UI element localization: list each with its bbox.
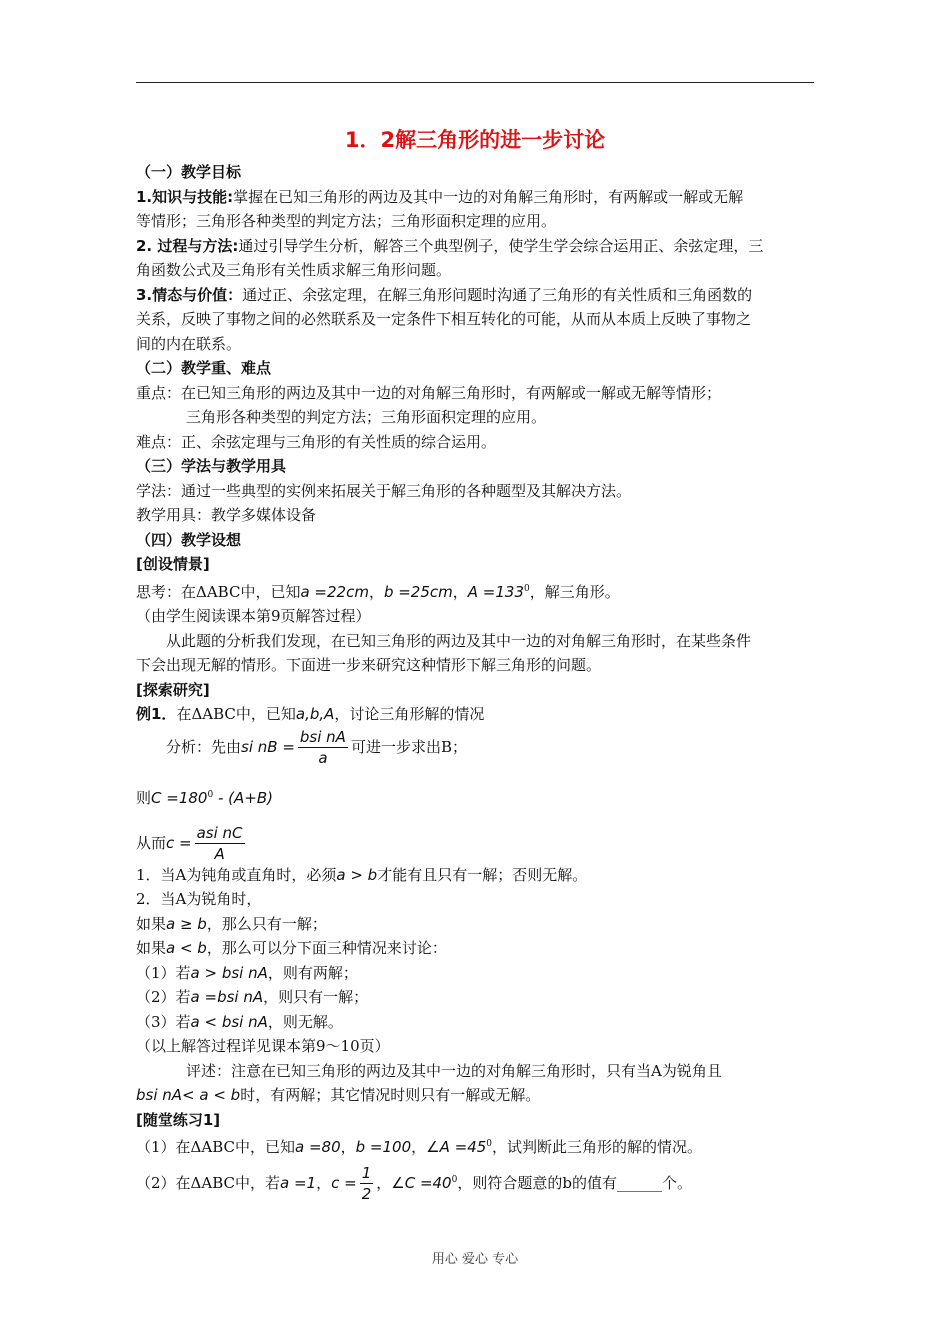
subcase-3-line [136, 1010, 814, 1035]
thus-fraction [195, 823, 245, 864]
example-vars: a,b,A [295, 705, 335, 723]
case-2a-text: 如果 [136, 914, 167, 933]
fraction-denominator: A [214, 845, 225, 863]
think-text: 思考：在ΔABC中，已知 [136, 582, 301, 601]
case-2b-math: a < b [166, 939, 207, 957]
explore-heading: [探索研究] [136, 680, 210, 699]
practice-2-line: （2）在ΔABC中，若a =1，c = $\frac{1}{2}$ ，∠C $=40^0$，则符合题意的b的值有______个。 [136, 1164, 692, 1203]
fraction-denominator: a [318, 749, 328, 767]
subcase-2-line [136, 985, 814, 1010]
page-title: 1．2解三角形的进一步讨论 [344, 128, 606, 152]
practice-2-tail: ，则符合题意的b的值有______个。 [457, 1173, 692, 1192]
document-body [136, 120, 814, 1203]
practice-1-text: （1）在ΔABC中，已知 [136, 1138, 295, 1156]
review-tail: 时，有两解；其它情况时则只有一解或无解。 [240, 1086, 541, 1104]
practice-1-angle: ∠A =45 [426, 1138, 487, 1156]
case-1-text: 1．当A为钝角或直角时，必须 [136, 865, 337, 884]
goal-1-text: 掌握在已知三角形的两边及其中一边的对角解三角形时，有两解或一解或无解 [233, 187, 744, 206]
goal-2-line-1 [136, 234, 814, 259]
case-2b-text: 如果 [136, 939, 167, 957]
difficulty-line: 难点：正、余弦定理与三角形的有关性质的综合运用。 [136, 432, 497, 451]
goal-2-line-2: 角函数公式及三角形有关性质求解三角形问题。 [136, 261, 452, 279]
practice-2-text: （2）在ΔABC中，若 [136, 1173, 280, 1192]
example-tail: ，讨论三角形解的情况 [334, 705, 485, 723]
fraction-denominator: 2 [361, 1185, 372, 1203]
goal-2-label: 2. 过程与方法: [136, 236, 239, 255]
practice-2-fraction [360, 1163, 374, 1204]
note-line-2: （以上解答过程详见课本第9～10页） [136, 1037, 390, 1055]
review-line-2 [136, 1083, 814, 1108]
case-1-tail: 才能有且只有一解；否则无解。 [377, 865, 588, 884]
subcase-1-line [136, 961, 814, 986]
subcase-3-tail: ，则无解。 [267, 1012, 343, 1031]
case-2a-math: a ≥ b [166, 914, 207, 933]
subcase-3-text: （3）若 [136, 1012, 191, 1031]
keypoint-line-2: 三角形各种类型的判定方法；三角形面积定理的应用。 [186, 408, 547, 426]
goal-1-label: 1.知识与技能: [136, 187, 234, 206]
review-line-1: 评述：注意在已知三角形的两边及其中一边的对角解三角形时，只有当A为锐角且 [186, 1061, 722, 1080]
goal-3-label: 3.情态与价值： [136, 285, 243, 304]
methods-line-2: 教学用具：教学多媒体设备 [136, 506, 317, 524]
degree-sup: 0 [486, 1139, 493, 1149]
fraction-numerator: asi nC [196, 824, 243, 842]
case-1-math: a > b [336, 865, 378, 884]
section-heading-keypoints: （二）教学重、难点 [136, 359, 272, 377]
analysis-text: 分析：先由 [166, 737, 242, 756]
goal-3-text: 通过正、余弦定理，在解三角形问题时沟通了三角形的有关性质和三角函数的 [242, 285, 753, 304]
goal-3-line-3: 间的内在联系。 [136, 334, 242, 353]
practice-1-tail: ，试判断此三角形的解的情况。 [492, 1138, 703, 1156]
practice-2-c: c = [331, 1173, 357, 1192]
para-line-2: 下会出现无解的情形。下面进一步来研究这种情形下解三角形的问题。 [136, 656, 602, 674]
then-label: 则 [136, 788, 152, 807]
analysis-line [136, 727, 814, 767]
subcase-2-text: （2）若 [136, 988, 191, 1006]
review-math: bsi nA< a < b [136, 1086, 241, 1104]
goal-1-line-1 [136, 185, 814, 210]
eq-b: b =25cm [383, 582, 453, 601]
case-2b-line [136, 936, 814, 961]
practice-1-a: a =80 [295, 1138, 341, 1156]
example-text: 在ΔABC中，已知 [176, 705, 296, 723]
then-rest: - (A+B) [213, 788, 273, 807]
fraction-numerator: 1 [361, 1164, 372, 1182]
keypoint-line-1: 重点：在已知三角形的两边及其中一边的对角解三角形时，有两解或一解或无解等情形； [136, 383, 722, 402]
fraction-numerator: bsi nA [299, 728, 346, 746]
goal-1-line-2: 等情形；三角形各种类型的判定方法；三角形面积定理的应用。 [136, 212, 557, 230]
subcase-2-math: a =bsi nA [190, 988, 264, 1006]
example-1-line [136, 702, 814, 727]
case-2a-tail: ，那么只有一解； [206, 914, 327, 933]
case-2-line: 2．当A为锐角时， [136, 890, 262, 908]
section-heading-methods: （三）学法与教学用具 [136, 457, 287, 475]
analysis-lhs: si nB = [241, 737, 295, 756]
practice-2-angle: ∠C =40 [391, 1173, 452, 1192]
subcase-1-tail: ，则有两解； [267, 963, 358, 982]
analysis-tail: 可进一步求出B； [350, 737, 467, 756]
eq-a: a =22cm [300, 582, 369, 601]
case-2b-tail: ，那么可以分下面三种情况来讨论： [206, 939, 447, 957]
eq-angle: A =133 [467, 582, 525, 601]
degree-sup: 0 [451, 1174, 458, 1185]
page-footer: 用心 爱心 专心 [431, 1252, 519, 1267]
goal-2-text: 通过引导学生分析，解答三个典型例子，使学生学会综合运用正、余弦定理，三 [238, 236, 764, 255]
practice-1-b: b =100 [355, 1138, 412, 1156]
think-line: 思考：在ΔABC中，已知a =22cm，b =25cm，$A =133^0$，解三角形。 [136, 582, 620, 601]
example-label: 例1． [136, 705, 177, 723]
think-tail: ，解三角形。 [529, 582, 620, 601]
practice-2-a: a =1 [280, 1173, 317, 1192]
analysis-fraction [298, 727, 348, 768]
thus-label: 从而 [136, 833, 167, 852]
subcase-1-text: （1）若 [136, 963, 191, 982]
practice-1-line: （1）在ΔABC中，已知a =80，b =100，∠A $=45^0$，试判断此三角形的解的情况。 [136, 1138, 703, 1156]
thus-line [136, 823, 814, 863]
para-line-1: 从此题的分析我们发现，在已知三角形的两边及其中一边的对角解三角形时，在某些条件 [166, 631, 752, 650]
section-heading-design: （四）教学设想 [136, 530, 242, 549]
section-heading-goals: （一）教学目标 [136, 163, 242, 181]
note-line-1: （由学生阅读课本第9页解答过程） [136, 607, 371, 625]
methods-line-1: 学法：通过一些典型的实例来拓展关于解三角形的各种题型及其解决方法。 [136, 481, 632, 500]
scenario-heading: [创设情景] [136, 555, 210, 573]
subcase-1-math: a > bsi nA [190, 963, 268, 982]
goal-3-line-2: 关系，反映了事物之间的必然联系及一定条件下相互转化的可能，从而从本质上反映了事物之 [136, 310, 752, 328]
goal-3-line-1 [136, 283, 814, 308]
degree-sup: 0 [207, 789, 214, 800]
practice-heading: [随堂练习1] [136, 1110, 221, 1129]
subcase-3-math: a < bsi nA [190, 1012, 268, 1031]
case-1-line [136, 863, 814, 888]
case-2a-line [136, 912, 814, 937]
degree-sup: 0 [524, 583, 530, 594]
then-eq: C =180 [151, 788, 208, 807]
then-line [136, 775, 814, 815]
header-rule [136, 82, 814, 83]
thus-lhs: c = [166, 833, 192, 852]
subcase-2-tail: ，则只有一解； [263, 988, 369, 1006]
